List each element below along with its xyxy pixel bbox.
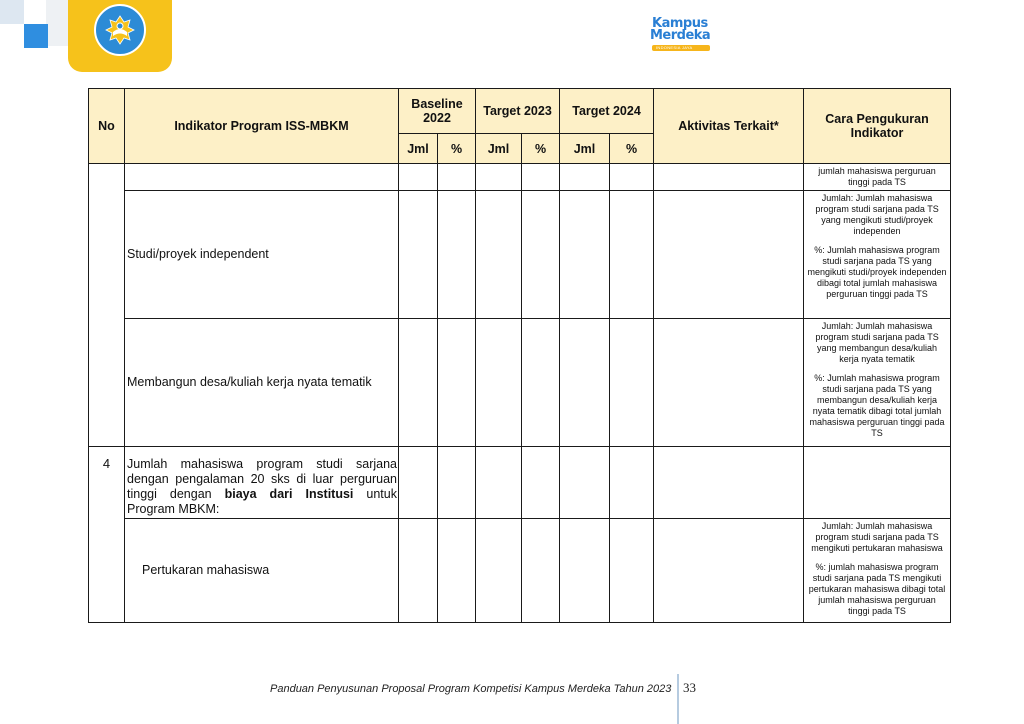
cara-text-percent: %: Jumlah mahasiswa program studi sarjana pada TS yang mengikuti studi/proyek independen dibagi total jumlah mahasiswa perguruan tinggi pada TS [807, 245, 947, 299]
table-row [89, 164, 951, 191]
header-jml: Jml [560, 134, 610, 164]
cara-text-jumlah: Jumlah: Jumlah mahasiswa program studi sarjana pada TS yang mengikuti studi/proyek independen [815, 193, 939, 236]
cara-text-percent: %: jumlah mahasiswa program studi sarjana pada TS mengikuti pertukaran mahasiswa dibagi total jumlah mahasiswa perguruan tinggi pada TS [808, 562, 946, 616]
corner-decoration-blue [24, 24, 48, 48]
corner-decoration-grey [46, 0, 70, 46]
logo-line-1: Kampus [652, 16, 708, 31]
table-row [89, 191, 951, 319]
cell-indikator [125, 447, 399, 519]
header-target-2023: Target 2023 [476, 89, 560, 134]
header-pct: % [610, 134, 654, 164]
cell-cara [804, 191, 951, 319]
cara-text: jumlah mahasiswa perguruan tinggi pada TS [818, 166, 936, 187]
header-pct: % [438, 134, 476, 164]
header-no: No [89, 89, 125, 164]
header-target-2024: Target 2024 [560, 89, 654, 134]
indicator-table [88, 88, 951, 623]
logo-line-2: Merdeka [650, 28, 711, 43]
cell-indikator: Pertukaran mahasiswa [125, 519, 399, 623]
cara-text-jumlah: Jumlah: Jumlah mahasiswa program studi sarjana pada TS mengikuti pertukaran mahasiswa [811, 521, 943, 553]
footer-title: Panduan Penyusunan Proposal Program Kompetisi Kampus Merdeka Tahun 2023 [270, 683, 672, 695]
header-baseline: Baseline 2022 [399, 89, 476, 134]
tut-wuri-handayani-emblem-icon [94, 4, 146, 56]
cell-no: 4 [89, 447, 125, 623]
corner-decoration-light [0, 0, 24, 24]
cell-cara [804, 319, 951, 447]
cell-cara [804, 519, 951, 623]
cell-indikator: Studi/proyek independent [125, 191, 399, 319]
page-number: 33 [683, 680, 696, 695]
table-row [89, 447, 951, 519]
indikator-bold-part: biaya dari Institusi [224, 487, 354, 501]
cell-no-empty [89, 164, 125, 447]
header-jml: Jml [399, 134, 438, 164]
cell-indikator-empty [125, 164, 399, 191]
cara-text-percent: %: Jumlah mahasiswa program studi sarjana pada TS yang membangun desa/kuliah kerja nyata tematik dibagi total jumlah mahasiswa perguruan tinggi pada TS [809, 373, 945, 438]
table-row [89, 519, 951, 623]
cell-indikator: Membangun desa/kuliah kerja nyata tematik [125, 319, 399, 447]
header-pct: % [522, 134, 560, 164]
header-aktivitas: Aktivitas Terkait* [654, 89, 804, 164]
footer-divider [677, 674, 679, 724]
header-indikator: Indikator Program ISS-MBKM [125, 89, 399, 164]
table-row [89, 319, 951, 447]
logo-tagline: INDONESIA JAYA [656, 45, 693, 50]
cell-cara [804, 164, 951, 191]
header-cara-pengukuran: Cara Pengukuran Indikator [804, 89, 951, 164]
header-jml: Jml [476, 134, 522, 164]
kampus-merdeka-logo [648, 16, 718, 50]
indikator-text-part: untuk Program MBKM: [127, 487, 397, 516]
indikator-text-part: Jumlah mahasiswa program studi sarjana dengan pengalaman 20 sks di luar perguruan tinggi dengan [127, 457, 397, 501]
header-logo-badge [68, 0, 172, 72]
cara-text-jumlah: Jumlah: Jumlah mahasiswa program studi sarjana pada TS yang membangun desa/kuliah kerja nyata tematik [815, 321, 939, 364]
